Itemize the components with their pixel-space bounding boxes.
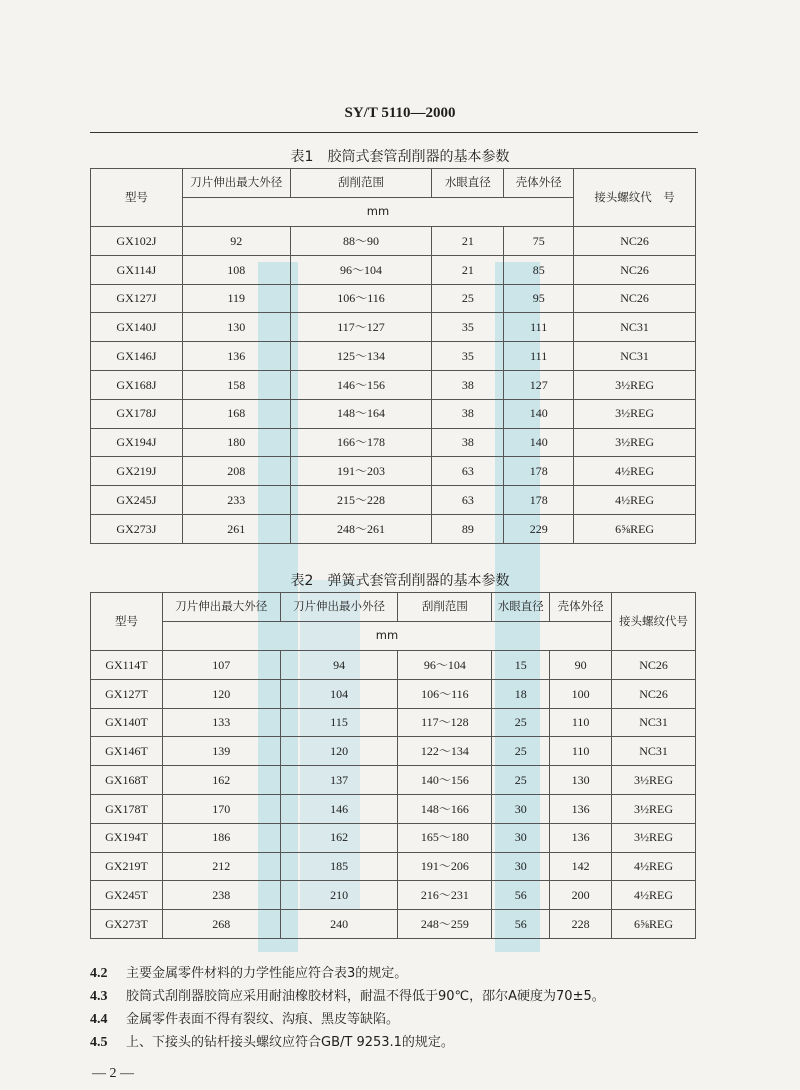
table-cell: 229	[504, 514, 574, 543]
table-cell: 25	[492, 708, 550, 737]
table-cell: 130	[550, 766, 612, 795]
table-cell: 56	[492, 910, 550, 939]
table-cell: 3½REG	[612, 794, 696, 823]
table-row	[91, 370, 696, 399]
clause-text: 主要金属零件材料的力学性能应符合表3的规定。	[126, 966, 408, 981]
table-cell: 38	[432, 399, 504, 428]
table2-caption: 表2 弹簧式套管刮削器的基本参数	[290, 573, 510, 589]
clause-number: 4.2	[90, 966, 108, 981]
table-cell: GX140J	[91, 313, 183, 342]
clause-text: 上、下接头的钻杆接头螺纹应符合GB/T 9253.1的规定。	[126, 1035, 454, 1050]
table-cell: 208	[182, 457, 290, 486]
table1-caption: 表1 胶筒式套管刮削器的基本参数	[290, 149, 510, 165]
table-cell: GX194T	[91, 823, 163, 852]
table-cell: 111	[504, 342, 574, 371]
table-cell: 21	[432, 227, 504, 256]
table-cell: 137	[280, 766, 398, 795]
table-cell: GX245T	[91, 881, 163, 910]
table-cell: GX168T	[91, 766, 163, 795]
table-cell: GX127J	[91, 284, 183, 313]
table-cell: 3½REG	[574, 370, 696, 399]
table-cell: 238	[162, 881, 280, 910]
clause-list	[90, 962, 710, 1054]
table-row	[91, 852, 696, 881]
table-row	[91, 428, 696, 457]
table-cell: 268	[162, 910, 280, 939]
table-cell: 89	[432, 514, 504, 543]
clause-text: 金属零件表面不得有裂纹、沟痕、黑皮等缺陷。	[126, 1012, 400, 1027]
table-cell: 158	[182, 370, 290, 399]
page-number: — 2 —	[92, 1066, 134, 1081]
table1	[90, 168, 696, 544]
table-cell: 95	[504, 284, 574, 313]
table-cell: 88～90	[290, 227, 432, 256]
table-cell: 228	[550, 910, 612, 939]
table-cell: 185	[280, 852, 398, 881]
table-cell: 120	[280, 737, 398, 766]
table-cell: 4½REG	[612, 852, 696, 881]
table1-header-thread: 接头螺纹代 号	[574, 169, 696, 227]
table2-header-water-hole: 水眼直径	[492, 593, 550, 622]
table-cell: 178	[504, 457, 574, 486]
table1-header-scrape-range: 刮削范围	[290, 169, 432, 198]
table-cell: GX168J	[91, 370, 183, 399]
table-row	[91, 255, 696, 284]
table-cell: 117～127	[290, 313, 432, 342]
table2	[90, 592, 696, 939]
table-cell: 30	[492, 794, 550, 823]
table-cell: GX245J	[91, 486, 183, 515]
clause-4-5	[90, 1031, 710, 1054]
standard-code: SY/T 5110—2000	[344, 105, 456, 121]
table-row	[91, 227, 696, 256]
table-cell: 136	[550, 794, 612, 823]
table1-header-blade-max: 刀片伸出最大外径	[182, 169, 290, 198]
table-row	[91, 284, 696, 313]
table-cell: 3½REG	[574, 428, 696, 457]
table-cell: 3½REG	[574, 399, 696, 428]
table-cell: 186	[162, 823, 280, 852]
table2-header-thread: 接头螺纹代号	[612, 593, 696, 651]
table-cell: NC26	[574, 255, 696, 284]
table-cell: 130	[182, 313, 290, 342]
table-cell: GX102J	[91, 227, 183, 256]
table-cell: 96～104	[290, 255, 432, 284]
table-cell: 107	[162, 651, 280, 680]
table1-header-model: 型号	[91, 169, 183, 227]
table-cell: 6⅝REG	[574, 514, 696, 543]
table-cell: 25	[432, 284, 504, 313]
table-cell: 4½REG	[574, 457, 696, 486]
table-cell: 165～180	[398, 823, 492, 852]
header-divider	[90, 132, 698, 133]
table2-header-blade-min: 刀片伸出最小外径	[280, 593, 398, 622]
table-cell: 166～178	[290, 428, 432, 457]
table-cell: GX219T	[91, 852, 163, 881]
table-cell: 148～164	[290, 399, 432, 428]
table-cell: 119	[182, 284, 290, 313]
table-row	[91, 910, 696, 939]
table2-header-model: 型号	[91, 593, 163, 651]
table-cell: 63	[432, 457, 504, 486]
table-row	[91, 679, 696, 708]
table-cell: GX194J	[91, 428, 183, 457]
table-cell: 96～104	[398, 651, 492, 680]
clause-4-2	[90, 962, 710, 985]
table-cell: 30	[492, 852, 550, 881]
table-cell: 85	[504, 255, 574, 284]
table-row	[91, 708, 696, 737]
table-row	[91, 794, 696, 823]
table-cell: 168	[182, 399, 290, 428]
table2-header-scrape-range: 刮削范围	[398, 593, 492, 622]
table-cell: 170	[162, 794, 280, 823]
table-row	[91, 457, 696, 486]
table-cell: 140	[504, 428, 574, 457]
table1-header-shell-od: 壳体外径	[504, 169, 574, 198]
table-cell: 200	[550, 881, 612, 910]
table-cell: NC26	[574, 284, 696, 313]
table-cell: 100	[550, 679, 612, 708]
table-cell: 117～128	[398, 708, 492, 737]
clause-number: 4.3	[90, 989, 108, 1004]
table-cell: GX273T	[91, 910, 163, 939]
table-cell: 122～134	[398, 737, 492, 766]
table-cell: 146～156	[290, 370, 432, 399]
table-cell: 75	[504, 227, 574, 256]
table-cell: 35	[432, 342, 504, 371]
table-cell: 115	[280, 708, 398, 737]
table1-header-water-hole: 水眼直径	[432, 169, 504, 198]
table-cell: GX114J	[91, 255, 183, 284]
table-cell: 35	[432, 313, 504, 342]
table-cell: 139	[162, 737, 280, 766]
table-cell: GX140T	[91, 708, 163, 737]
table-cell: 4½REG	[574, 486, 696, 515]
table-cell: 104	[280, 679, 398, 708]
table-row	[91, 823, 696, 852]
table-cell: GX114T	[91, 651, 163, 680]
table-row	[91, 486, 696, 515]
table-cell: 125～134	[290, 342, 432, 371]
table-cell: 25	[492, 766, 550, 795]
table-cell: 248～261	[290, 514, 432, 543]
table-cell: 15	[492, 651, 550, 680]
table-cell: NC26	[612, 679, 696, 708]
table-cell: 191～203	[290, 457, 432, 486]
table-cell: 30	[492, 823, 550, 852]
table-cell: NC31	[574, 313, 696, 342]
table-cell: 38	[432, 428, 504, 457]
table-row	[91, 651, 696, 680]
table2-unit: mm	[162, 622, 611, 651]
table-cell: 146	[280, 794, 398, 823]
table-cell: 233	[182, 486, 290, 515]
table-cell: NC31	[574, 342, 696, 371]
table-cell: 162	[280, 823, 398, 852]
table1-unit: mm	[182, 198, 573, 227]
table-cell: 136	[182, 342, 290, 371]
table-cell: 127	[504, 370, 574, 399]
table-cell: 25	[492, 737, 550, 766]
table-cell: 180	[182, 428, 290, 457]
table-cell: 162	[162, 766, 280, 795]
table-cell: 110	[550, 737, 612, 766]
table-cell: 178	[504, 486, 574, 515]
table-cell: 215～228	[290, 486, 432, 515]
table-cell: 140～156	[398, 766, 492, 795]
clause-4-3	[90, 985, 710, 1008]
table-cell: 240	[280, 910, 398, 939]
table-row	[91, 313, 696, 342]
table-cell: 3½REG	[612, 766, 696, 795]
table-row	[91, 342, 696, 371]
table-cell: GX127T	[91, 679, 163, 708]
table-cell: GX178T	[91, 794, 163, 823]
table-cell: 111	[504, 313, 574, 342]
table-cell: 92	[182, 227, 290, 256]
clause-number: 4.4	[90, 1012, 108, 1027]
table-cell: 210	[280, 881, 398, 910]
table-cell: 140	[504, 399, 574, 428]
table-cell: NC26	[574, 227, 696, 256]
table-cell: 120	[162, 679, 280, 708]
table-cell: 4½REG	[612, 881, 696, 910]
clause-4-4	[90, 1008, 710, 1031]
table-cell: 90	[550, 651, 612, 680]
table-cell: GX219J	[91, 457, 183, 486]
table-cell: 148～166	[398, 794, 492, 823]
table-cell: 136	[550, 823, 612, 852]
table-cell: 248～259	[398, 910, 492, 939]
table-cell: 106～116	[398, 679, 492, 708]
table-cell: 108	[182, 255, 290, 284]
table-cell: 106～116	[290, 284, 432, 313]
table-cell: GX146T	[91, 737, 163, 766]
table-cell: 6⅝REG	[612, 910, 696, 939]
table-cell: 63	[432, 486, 504, 515]
table-cell: 38	[432, 370, 504, 399]
table-cell: 261	[182, 514, 290, 543]
table2-header-shell-od: 壳体外径	[550, 593, 612, 622]
table-cell: 18	[492, 679, 550, 708]
table-cell: 56	[492, 881, 550, 910]
table2-header-blade-max: 刀片伸出最大外径	[162, 593, 280, 622]
table-cell: NC26	[612, 651, 696, 680]
table-row	[91, 399, 696, 428]
table-cell: NC31	[612, 708, 696, 737]
table-cell: NC31	[612, 737, 696, 766]
table-row	[91, 514, 696, 543]
table-cell: 191～206	[398, 852, 492, 881]
table-cell: GX178J	[91, 399, 183, 428]
table-cell: 142	[550, 852, 612, 881]
table-row	[91, 766, 696, 795]
table-cell: 110	[550, 708, 612, 737]
table-cell: 21	[432, 255, 504, 284]
table-cell: 3½REG	[612, 823, 696, 852]
clause-number: 4.5	[90, 1035, 108, 1050]
table-row	[91, 881, 696, 910]
table-cell: 216～231	[398, 881, 492, 910]
table-cell: GX273J	[91, 514, 183, 543]
clause-text: 胶筒式刮削器胶筒应采用耐油橡胶材料，耐温不得低于90℃，邵尔A硬度为70±5。	[126, 989, 605, 1004]
table-cell: 94	[280, 651, 398, 680]
table-cell: GX146J	[91, 342, 183, 371]
table-cell: 212	[162, 852, 280, 881]
table-row	[91, 737, 696, 766]
table-cell: 133	[162, 708, 280, 737]
